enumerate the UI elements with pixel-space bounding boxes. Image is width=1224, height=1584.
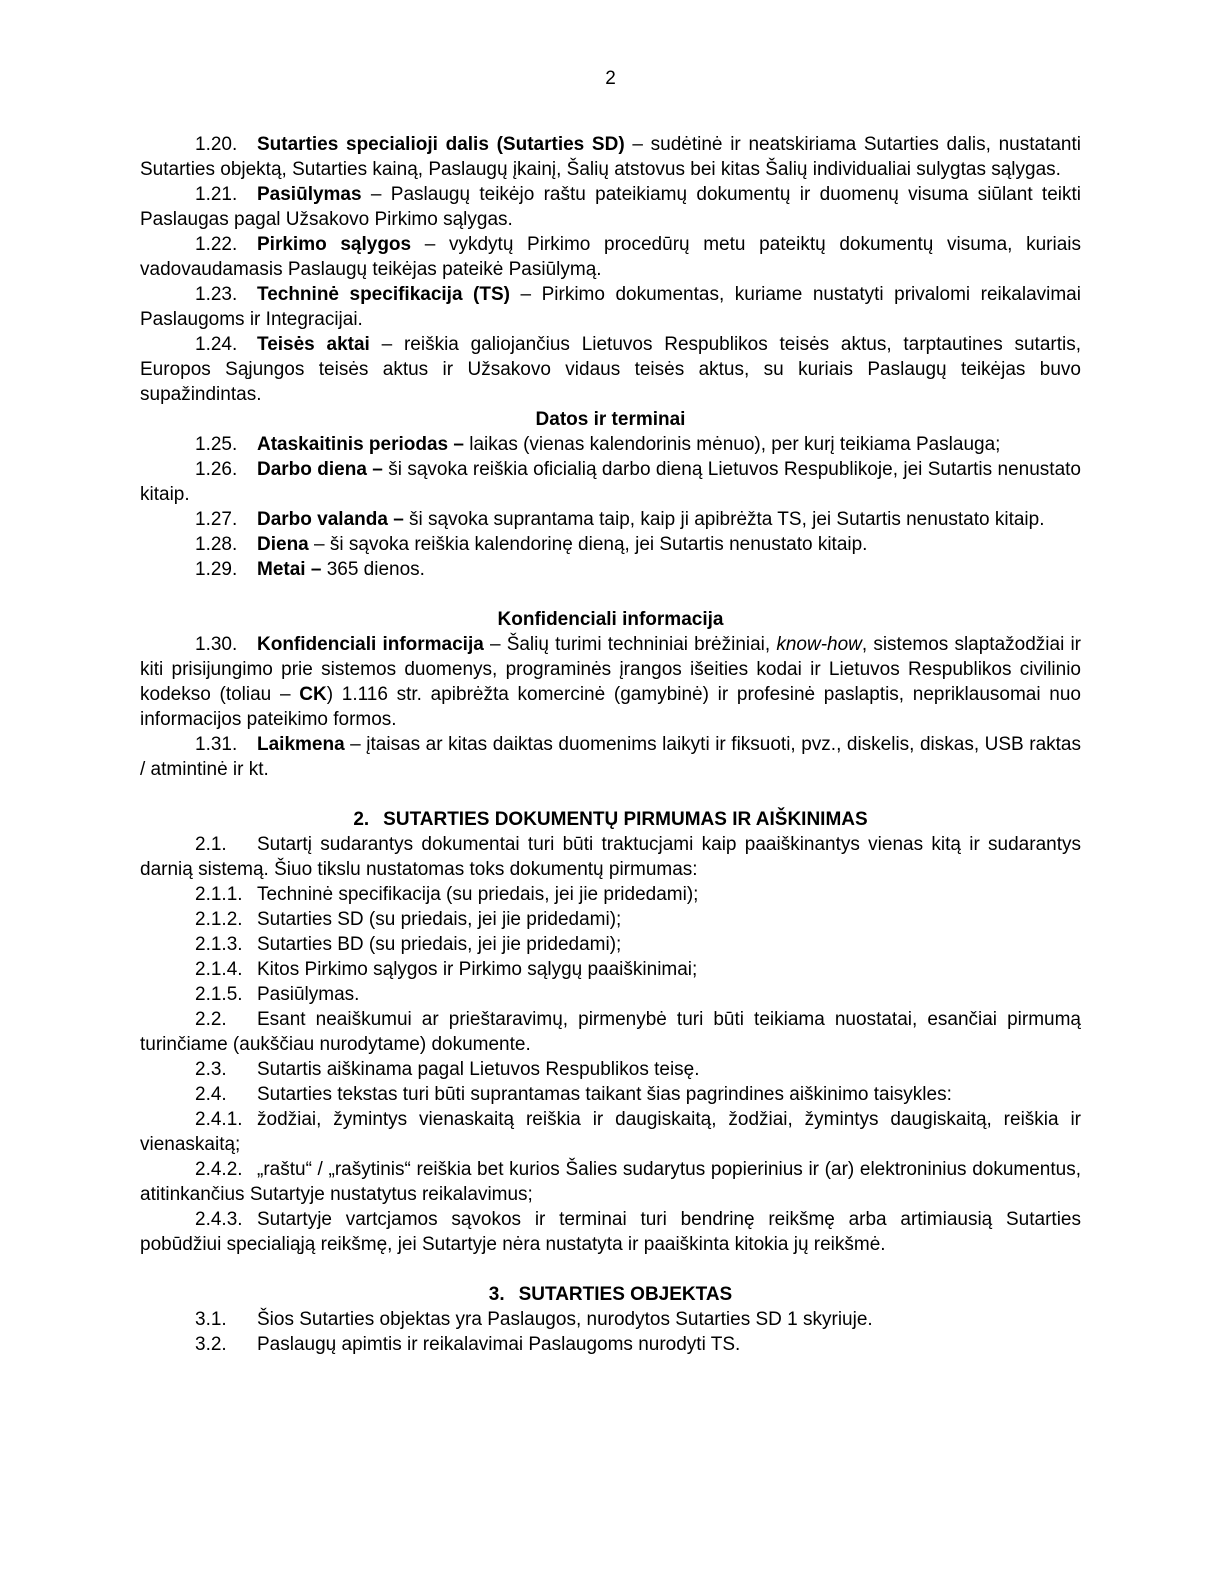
clause-number: 2.1.5. — [195, 984, 243, 1005]
clause-paragraph — [140, 882, 1081, 907]
clause-number: 2.2. — [195, 1009, 227, 1030]
clause-paragraph — [140, 1307, 1081, 1332]
text-run: Pasiūlymas. — [257, 984, 360, 1005]
clause-paragraph — [140, 1207, 1081, 1257]
page-number: 2 — [605, 68, 616, 89]
clause-paragraph — [140, 132, 1081, 182]
text-run: laikas (vienas kalendorinis mėnuo), per kurį teikiama Paslauga; — [463, 434, 1001, 455]
text-run: ši sąvoka suprantama taip, kaip ji apibrėžta TS, jei Sutartis nenustato kitaip. — [403, 509, 1045, 530]
text-run: CK — [299, 684, 327, 705]
text-run: Sutarties specialioji dalis (Sutarties SD) — [257, 134, 633, 155]
text-run: Darbo valanda – — [257, 509, 404, 530]
text-run: Šios Sutarties objektas yra Paslaugos, nurodytos Sutarties SD 1 skyriuje. — [257, 1309, 873, 1330]
text-run: Sutarties tekstas turi būti suprantamas taikant šias pagrindines aiškinimo taisykles: — [257, 1084, 952, 1105]
text-run: Teisės aktai — [257, 334, 370, 355]
text-run: 365 dienos. — [321, 559, 425, 580]
spacer — [140, 1257, 1081, 1282]
clause-number: 2.4.1. — [195, 1109, 243, 1130]
subsection-heading-datos — [140, 407, 1081, 432]
heading-text: SUTARTIES OBJEKTAS — [518, 1284, 733, 1305]
text-run: – reiškia galiojančius Lietuvos Respublikos teisės aktus, tarptautines sutartis, Europos Sąjungos teisės aktus ir Užsakovo vidaus teisės aktus, su kuriais Paslaugų teikėjas buvo supažindintas. — [140, 334, 1081, 405]
text-run: ) 1.116 str. apibrėžta komercinė (gamybinė) ir profesinė paslaptis, nepriklausomai nuo informacijos pateikimo formos. — [140, 684, 1081, 730]
clause-paragraph — [140, 1057, 1081, 1082]
clause-number: 2.4.2. — [195, 1159, 243, 1180]
section-heading-2 — [140, 807, 1081, 832]
text-run: Paslaugų apimtis ir reikalavimai Paslaugoms nurodyti TS. — [257, 1334, 741, 1355]
clause-number: 2.3. — [195, 1059, 227, 1080]
clause-paragraph — [140, 332, 1081, 407]
clause-paragraph — [140, 1157, 1081, 1207]
clause-number: 2.1.3. — [195, 934, 243, 955]
clause-number: 1.21. — [195, 184, 238, 205]
text-run: , sistemos slaptažodžiai ir kiti prisijungimo prie sistemos duomenys, programinės įrangos išeities kodai ir Lietuvos Respublikos civilinio kodekso (toliau – — [140, 634, 1081, 705]
clause-paragraph — [140, 932, 1081, 957]
clause-paragraph — [140, 557, 1081, 582]
heading-text: Datos ir terminai — [535, 409, 686, 430]
text-run: Diena — [257, 534, 309, 555]
clause-paragraph — [140, 282, 1081, 332]
clause-paragraph — [140, 182, 1081, 232]
clause-paragraph — [140, 232, 1081, 282]
text-run: Pirkimo sąlygos — [257, 234, 412, 255]
text-run: – įtaisas ar kitas daiktas duomenims laikyti ir fiksuoti, pvz., diskelis, diskas, USB raktas / atmintinė ir kt. — [140, 734, 1081, 780]
clause-paragraph — [140, 957, 1081, 982]
text-run: žodžiai, žymintys vienaskaitą reiškia ir daugiskaitą, žodžiai, žymintys daugiskaitą, reiškia ir vienaskaitą; — [140, 1109, 1081, 1155]
text-run: Metai – — [257, 559, 322, 580]
text-run: Techninė specifikacija (su priedais, jei jie pridedami); — [257, 884, 699, 905]
clause-number: 1.22. — [195, 234, 238, 255]
text-run: Darbo diena – — [257, 459, 383, 480]
clause-number: 3.1. — [195, 1309, 227, 1330]
clause-paragraph — [140, 1332, 1081, 1357]
clause-paragraph — [140, 507, 1081, 532]
text-run: Ataskaitinis periodas – — [257, 434, 464, 455]
text-run: – Paslaugų teikėjo raštu pateikiamų dokumentų ir duomenų visuma siūlant teikti Paslaugas pagal Užsakovo Pirkimo sąlygas. — [140, 184, 1081, 230]
text-run: Techninė specifikacija (TS) — [257, 284, 510, 305]
clause-number: 2.4.3. — [195, 1209, 243, 1230]
clause-paragraph — [140, 457, 1081, 507]
spacer — [140, 782, 1081, 807]
clause-number: 1.25. — [195, 434, 238, 455]
text-run: Pasiūlymas — [257, 184, 362, 205]
text-run: know-how — [776, 634, 862, 655]
spacer — [140, 582, 1081, 607]
clause-number: 2.1. — [195, 834, 227, 855]
text-run: „raštu“ / „rašytinis“ reiškia bet kurios Šalies sudarytus popierinius ir (ar) elektroninius dokumentus, atitinkančius Sutartyje nustatytus reikalavimus; — [140, 1159, 1081, 1205]
heading-number: 3. — [488, 1284, 505, 1305]
section-heading-3 — [140, 1282, 1081, 1307]
clause-number: 2.1.1. — [195, 884, 243, 905]
clause-paragraph — [140, 982, 1081, 1007]
clause-number: 1.24. — [195, 334, 238, 355]
text-run: Sutartyje vartcjamos sąvokos ir terminai turi bendrinę reikšmę arba artimiausią Sutarties pobūdžiui specialiąją reikšmę, jei Sutartyje nėra nustatyta ir paaiškinta kitokia jų reikšmė. — [140, 1209, 1081, 1255]
clause-number: 1.23. — [195, 284, 238, 305]
clause-paragraph — [140, 432, 1081, 457]
clause-number: 3.2. — [195, 1334, 227, 1355]
clause-paragraph — [140, 1007, 1081, 1057]
heading-text: Konfidenciali informacija — [497, 609, 724, 630]
clause-number: 2.4. — [195, 1084, 227, 1105]
heading-number: 2. — [353, 809, 370, 830]
clause-paragraph — [140, 832, 1081, 882]
clause-paragraph — [140, 732, 1081, 782]
heading-text: SUTARTIES DOKUMENTŲ PIRMUMAS IR AIŠKINIMAS — [383, 809, 868, 830]
text-run: Sutarties SD (su priedais, jei jie pridedami); — [257, 909, 622, 930]
clause-paragraph — [140, 532, 1081, 557]
clause-paragraph — [140, 907, 1081, 932]
clause-number: 2.1.2. — [195, 909, 243, 930]
text-run: – ši sąvoka reiškia kalendorinę dieną, jei Sutartis nenustato kitaip. — [308, 534, 868, 555]
text-run: – Šalių turimi techniniai brėžiniai, — [483, 634, 777, 655]
text-run: – sudėtinė ir neatskiriama Sutarties dalis, nustatanti Sutarties objektą, Sutarties kainą, Paslaugų įkainį, Šalių atstovus bei kitas Šalių individualiai sulygtas sąlygas. — [140, 134, 1081, 180]
subsection-heading-konfidenciali — [140, 607, 1081, 632]
clause-number: 1.30. — [195, 634, 238, 655]
text-run: Esant neaiškumui ar prieštaravimų, pirmenybė turi būti teikiama nuostatai, esančiai pirmumą turinčiame (aukščiau nurodytame) dokumente. — [140, 1009, 1081, 1055]
text-run: Sutarties BD (su priedais, jei jie pridedami); — [257, 934, 622, 955]
text-run: Laikmena — [257, 734, 345, 755]
document-body — [140, 132, 1081, 1357]
text-run: – vykdytų Pirkimo procedūrų metu pateiktų dokumentų visuma, kuriais vadovaudamasis Paslaugų teikėjas pateikė Pasiūlymą. — [140, 234, 1081, 280]
clause-number: 1.28. — [195, 534, 238, 555]
text-run: Sutartis aiškinama pagal Lietuvos Respublikos teisę. — [257, 1059, 700, 1080]
text-run: Kitos Pirkimo sąlygos ir Pirkimo sąlygų paaiškinimai; — [257, 959, 698, 980]
clause-paragraph — [140, 1082, 1081, 1107]
clause-number: 1.20. — [195, 134, 238, 155]
text-run: ši sąvoka reiškia oficialią darbo dieną Lietuvos Respublikoje, jei Sutartis nenustato kitaip. — [140, 459, 1081, 505]
clause-number: 1.29. — [195, 559, 238, 580]
clause-number: 1.31. — [195, 734, 238, 755]
text-run: Sutartį sudarantys dokumentai turi būti traktucjami kaip paaiškinantys vienas kitą ir sudarantys darnią sistemą. Šiuo tikslu nustatomas toks dokumentų pirmumas: — [140, 834, 1081, 880]
clause-paragraph — [140, 632, 1081, 732]
clause-paragraph — [140, 1107, 1081, 1157]
text-run: Konfidenciali informacija — [257, 634, 484, 655]
clause-number: 2.1.4. — [195, 959, 243, 980]
clause-number: 1.26. — [195, 459, 238, 480]
clause-number: 1.27. — [195, 509, 238, 530]
text-run: – Pirkimo dokumentas, kuriame nustatyti privalomi reikalavimai Paslaugoms ir Integracijai. — [140, 284, 1081, 330]
